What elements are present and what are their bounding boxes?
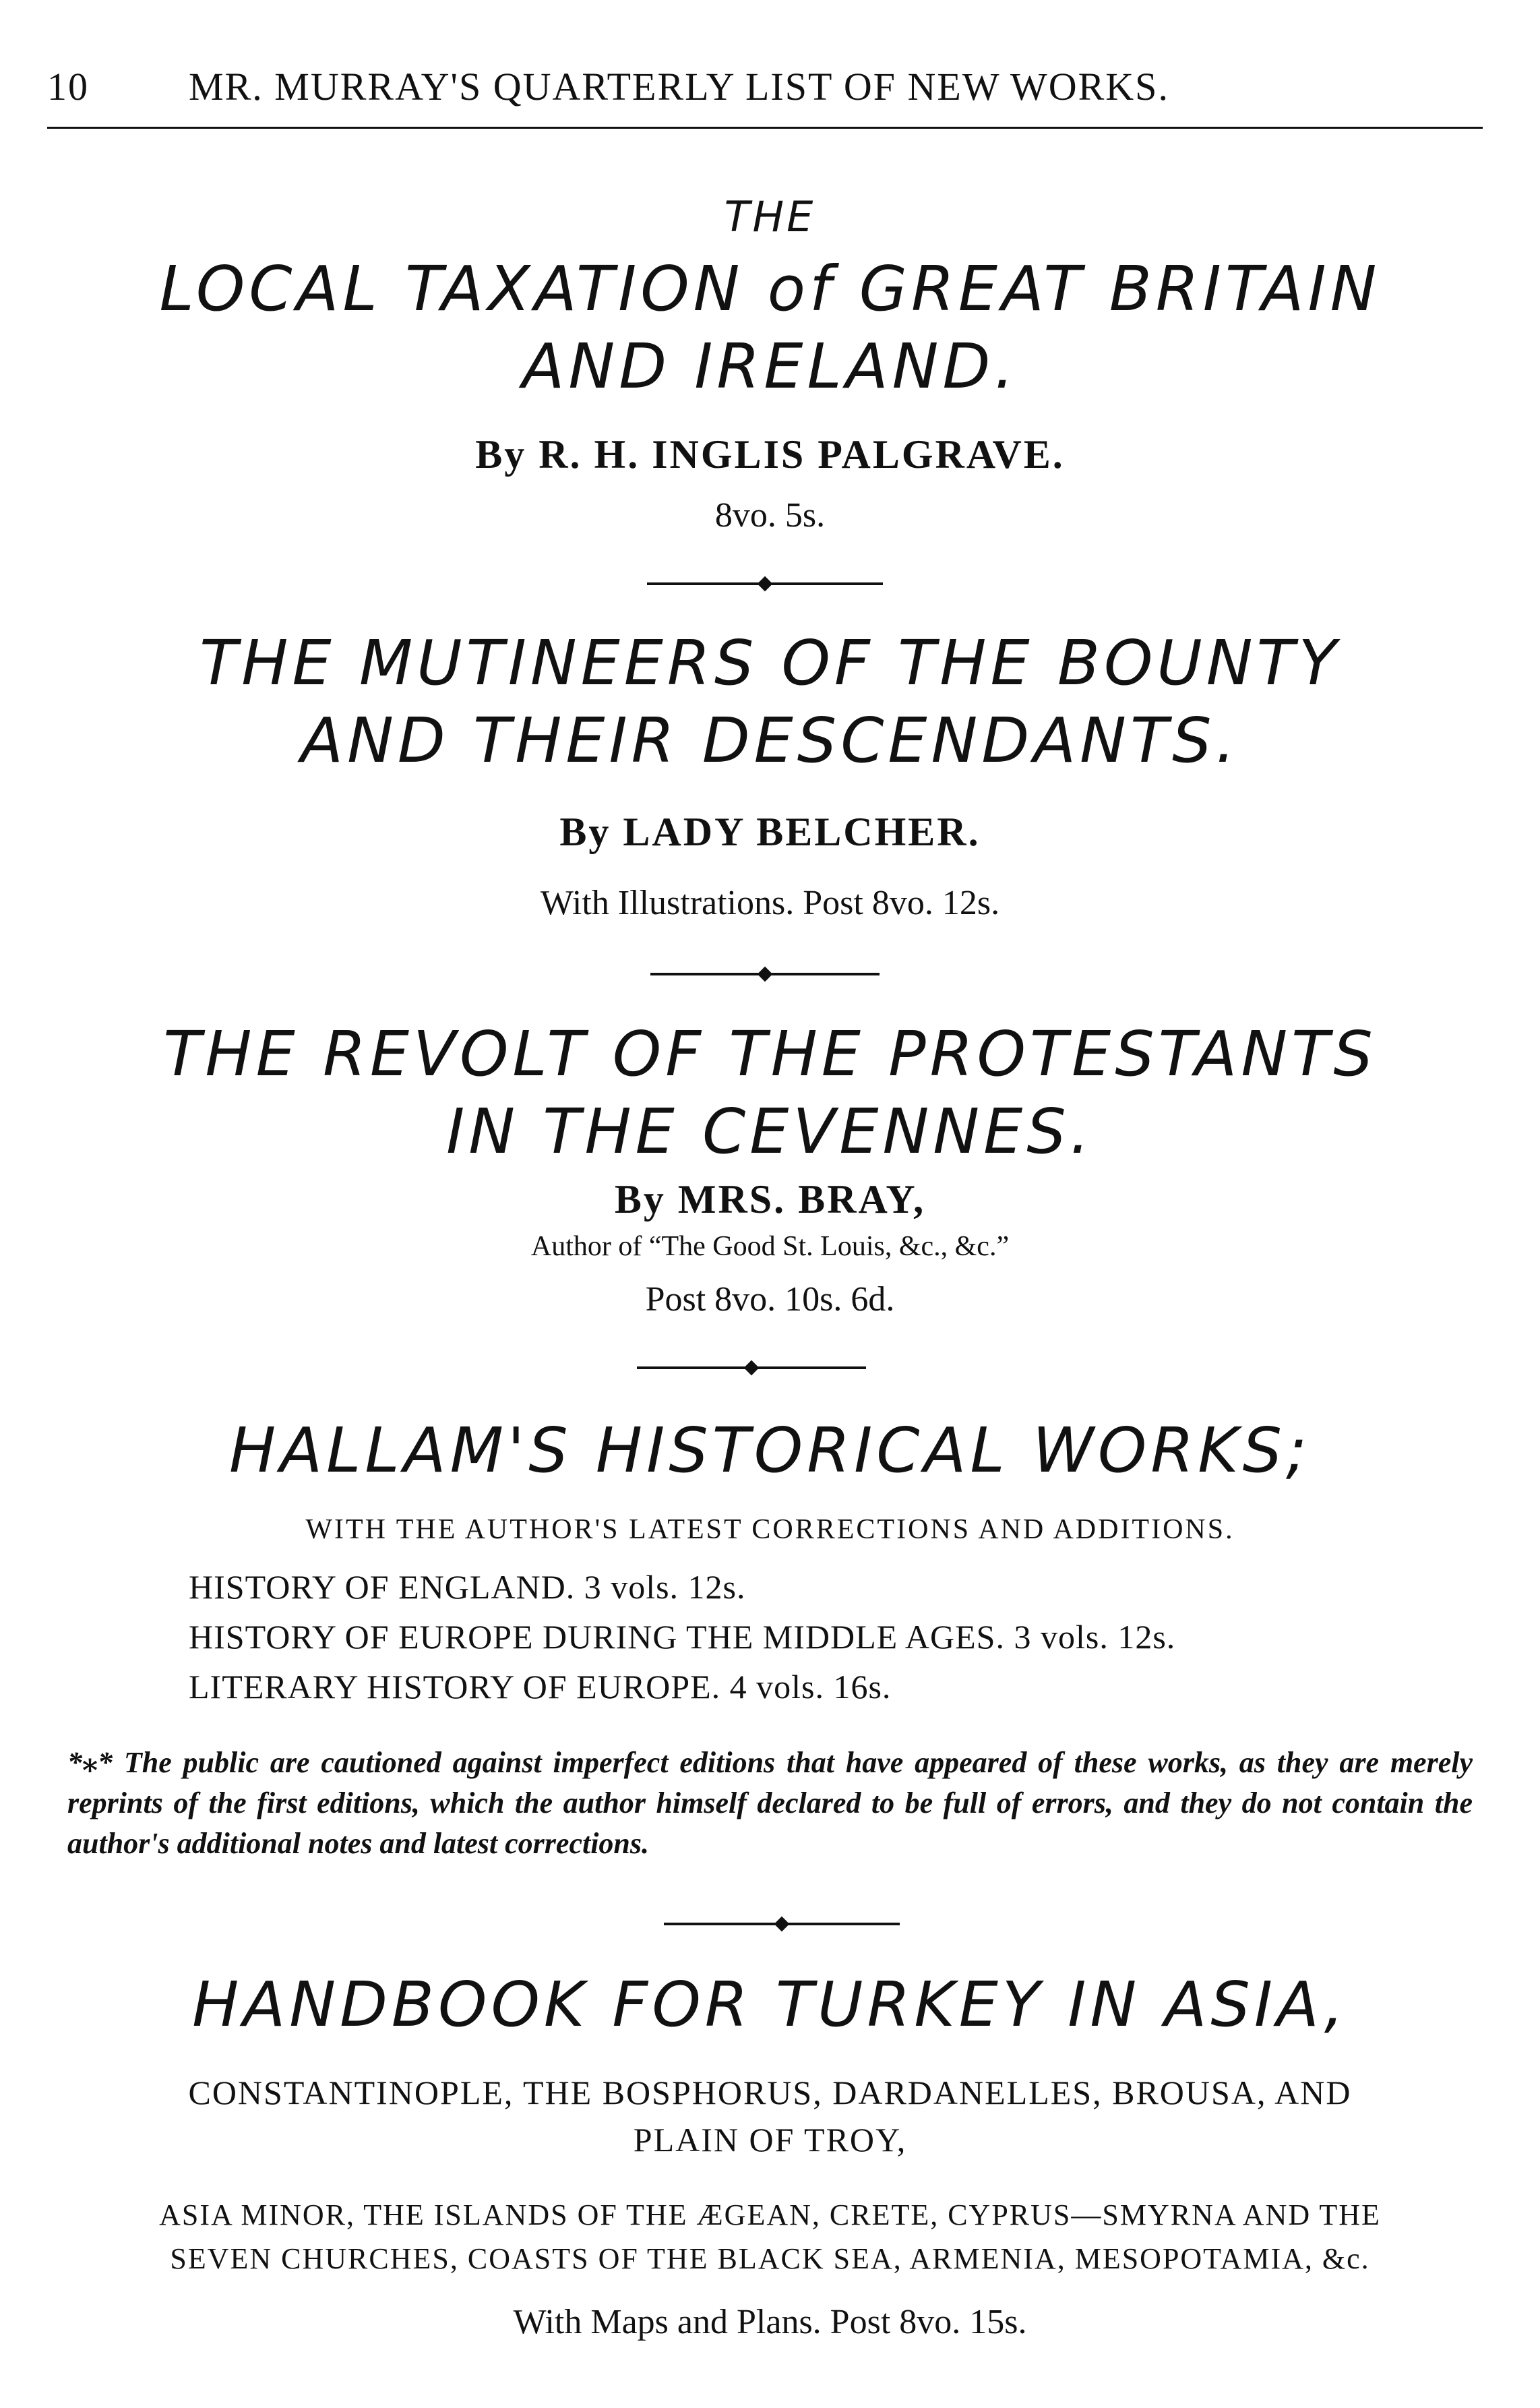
list-item: LITERARY HISTORY OF EUROPE. 4 vols. 16s. — [189, 1668, 892, 1706]
entry-1-title-line-2: AND IRELAND. — [522, 330, 1018, 402]
entry-3-details: Post 8vo. 10s. 6d. — [645, 1280, 895, 1319]
list-item: HISTORY OF EUROPE DURING THE MIDDLE AGES. 3 vols. 12s. — [189, 1618, 1176, 1656]
entry-5-regions-line-1: ASIA MINOR, THE ISLANDS OF THE ÆGEAN, CRETE, CYPRUS—SMYRNA AND THE — [159, 2198, 1381, 2231]
entry-3-author: By MRS. BRAY, — [614, 1177, 926, 1222]
running-head-title: MR. MURRAY'S QUARTERLY LIST OF NEW WORKS. — [189, 65, 1169, 109]
entry-5-places-line-1: CONSTANTINOPLE, THE BOSPHORUS, DARDANELLES, BROUSA, AND — [188, 2074, 1352, 2111]
divider-ornament — [744, 1360, 760, 1376]
divider-ornament — [758, 967, 773, 982]
entry-1-title-line-1: LOCAL TAXATION of GREAT BRITAIN — [159, 253, 1381, 325]
entry-2-title-line-1: THE MUTINEERS OF THE BOUNTY — [199, 627, 1341, 699]
entry-3-title-line-1: THE REVOLT OF THE PROTESTANTS — [163, 1018, 1377, 1090]
list-item: HISTORY OF ENGLAND. 3 vols. 12s. — [189, 1568, 746, 1606]
header-rule — [47, 127, 1483, 129]
divider-ornament — [774, 1917, 790, 1932]
entry-4-subtitle: WITH THE AUTHOR'S LATEST CORRECTIONS AND ADDITIONS. — [305, 1514, 1235, 1545]
entry-2-author: By LADY BELCHER. — [559, 810, 981, 854]
entry-5-title: HANDBOOK FOR TURKEY IN ASIA, — [192, 1968, 1348, 2041]
entry-1-details: 8vo. 5s. — [714, 496, 826, 535]
entry-5-regions-line-2: SEVEN CHURCHES, COASTS OF THE BLACK SEA, ARMENIA, MESOPOTAMIA, &c. — [170, 2242, 1370, 2275]
entry-3-author-note: Author of “The Good St. Louis, &c., &c.” — [530, 1231, 1010, 1262]
works-list — [189, 1567, 1510, 1717]
page-number: 10 — [47, 65, 89, 109]
entry-5-places-line-2: PLAIN OF TROY, — [633, 2121, 907, 2159]
divider-ornament — [758, 576, 773, 592]
entry-3-title-line-2: IN THE CEVENNES. — [446, 1095, 1094, 1168]
entry-2-details: With Illustrations. Post 8vo. 12s. — [540, 884, 1000, 922]
running-head — [47, 64, 1395, 118]
entry-1-title-prefix: THE — [724, 192, 816, 241]
caution-note: *⁎* The public are cautioned against imperfect editions that have appeared of these works, as they are merely reprints of the first editions, which the author himself declared to be full of errors, and they do not contain the author's additional notes and latest corrections. — [67, 1746, 1473, 1860]
entry-4-title: HALLAM'S HISTORICAL WORKS; — [229, 1414, 1311, 1486]
entry-2-title-line-2: AND THEIR DESCENDANTS. — [301, 704, 1239, 777]
entry-1-author: By R. H. INGLIS PALGRAVE. — [475, 432, 1065, 477]
entry-5-details: With Maps and Plans. Post 8vo. 15s. — [513, 2303, 1027, 2341]
